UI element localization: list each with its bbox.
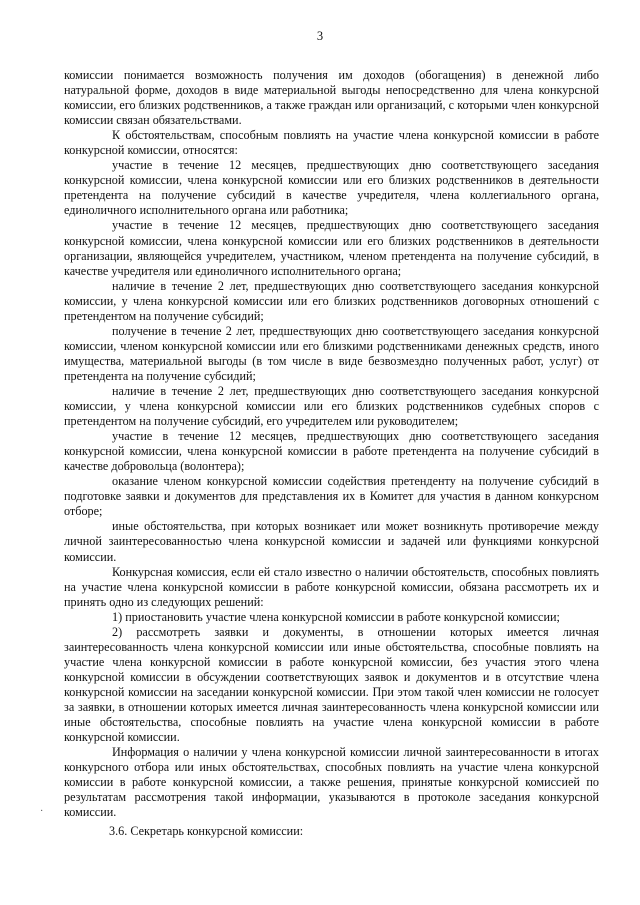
list-item: участие в течение 12 месяцев, предшествующих дню соответствующего заседания конкурсной комиссии, члена конкурсной комиссии или его близких родственников в деятельности претендента на получение субсидий в качестве учредителя, члена коллегиального органа, единоличного исполнительного органа или работника;: [64, 158, 599, 218]
paragraph-circumstances-intro: К обстоятельствам, способным повлиять на участие члена конкурсной комиссии в работе конкурсной комиссии, относятся:: [64, 128, 599, 158]
list-item: участие в течение 12 месяцев, предшествующих дню соответствующего заседания конкурсной комиссии, члена конкурсной комиссии или его близких родственников в деятельности организации, являющейся учредителем, участником, членом претендента на получение субсидий, в качестве учредителя или единоличного исполнительного органа;: [64, 218, 599, 278]
list-item: участие в течение 12 месяцев, предшествующих дню соответствующего заседания конкурсной комиссии, члена конкурсной комиссии в работе претендента на получение субсидий в качестве добровольца (волонтера);: [64, 429, 599, 474]
list-item: наличие в течение 2 лет, предшествующих дню соответствующего заседания конкурсной комиссии, у члена конкурсной комиссии или его близких родственников судебных споров с претендентом на получение субсидий, его учредителем или руководителем;: [64, 383, 599, 429]
list-item: наличие в течение 2 лет, предшествующих дню соответствующего заседания конкурсной комиссии, у члена конкурсной комиссии или его близких родственников договорных отношений с претендентом на получение субсидий;: [64, 278, 599, 323]
page-number: 3: [316, 29, 324, 43]
list-item: оказание членом конкурсной комиссии содействия претенденту на получение субсидий в подготовке заявки и документов для представления их в Комитет для участия в данном конкурсном отборе;: [64, 474, 599, 519]
paragraph-continuation: комиссии понимается возможность получения им доходов (обогащения) в денежной либо натуральной форме, доходов в виде материальной выгоды непосредственно для члена конкурсной комиссии, его близких родственников, а также граждан или организаций, с которыми член конкурсной комиссии связан обязательствами.: [64, 68, 599, 128]
paragraph-commission-decision: Конкурсная комиссия, если ей стало известно о наличии обстоятельств, способных повлиять на участие члена конкурсной комиссии в работе конкурсной комиссии, обязана рассмотреть их и принять одно из следующих решений:: [64, 564, 599, 609]
section-heading: 3.6. Секретарь конкурсной комиссии:: [109, 824, 304, 839]
paragraph-information: Информация о наличии у члена конкурсной комиссии личной заинтересованности в итогах конкурсного отбора или иных обстоятельствах, способных повлиять на участие члена конкурсной комиссии в работе конкурсной комиссии, а также решения, принятые конкурсной комиссией по результатам рассмотрения такой информации, указываются в протоколе заседания конкурсной комиссии.: [64, 745, 599, 820]
list-item: иные обстоятельства, при которых возникает или может возникнуть противоречие между личной заинтересованностью члена конкурсной комиссии и задачей или функциями конкурсной комиссии.: [64, 519, 599, 564]
decision-option-1: 1) приостановить участие члена конкурсной комиссии в работе конкурсной комиссии;: [112, 609, 560, 624]
list-item: получение в течение 2 лет, предшествующих дню соответствующего заседания конкурсной комиссии, членом конкурсной комиссии или его близкими родственниками денежных средств, иного имущества, материальной выгоды (в том числе в виде безвозмездно полученных работ, услуг) от претендента на получение субсидий;: [64, 323, 599, 383]
document-body: [64, 68, 599, 839]
decision-option-2: 2) рассмотреть заявки и документы, в отношении которых имеется личная заинтересованность члена конкурсной комиссии или иные обстоятельства, способные повлиять на участие члена конкурсной комиссии в работе конкурсной комиссии, без участия этого члена конкурсной комиссии в обсуждении соответствующих заявок и документов и в отсутствие члена конкурсной комиссии на заседании конкурсной комиссии. При этом такой член комиссии не голосует за заявки, в отношении которых имеется личная заинтересованность члена конкурсной комиссии или иные обстоятельства, способные повлиять на участие члена конкурсной комиссии в работе конкурсной комиссии.: [64, 624, 599, 745]
margin-dot: ·: [40, 806, 44, 817]
